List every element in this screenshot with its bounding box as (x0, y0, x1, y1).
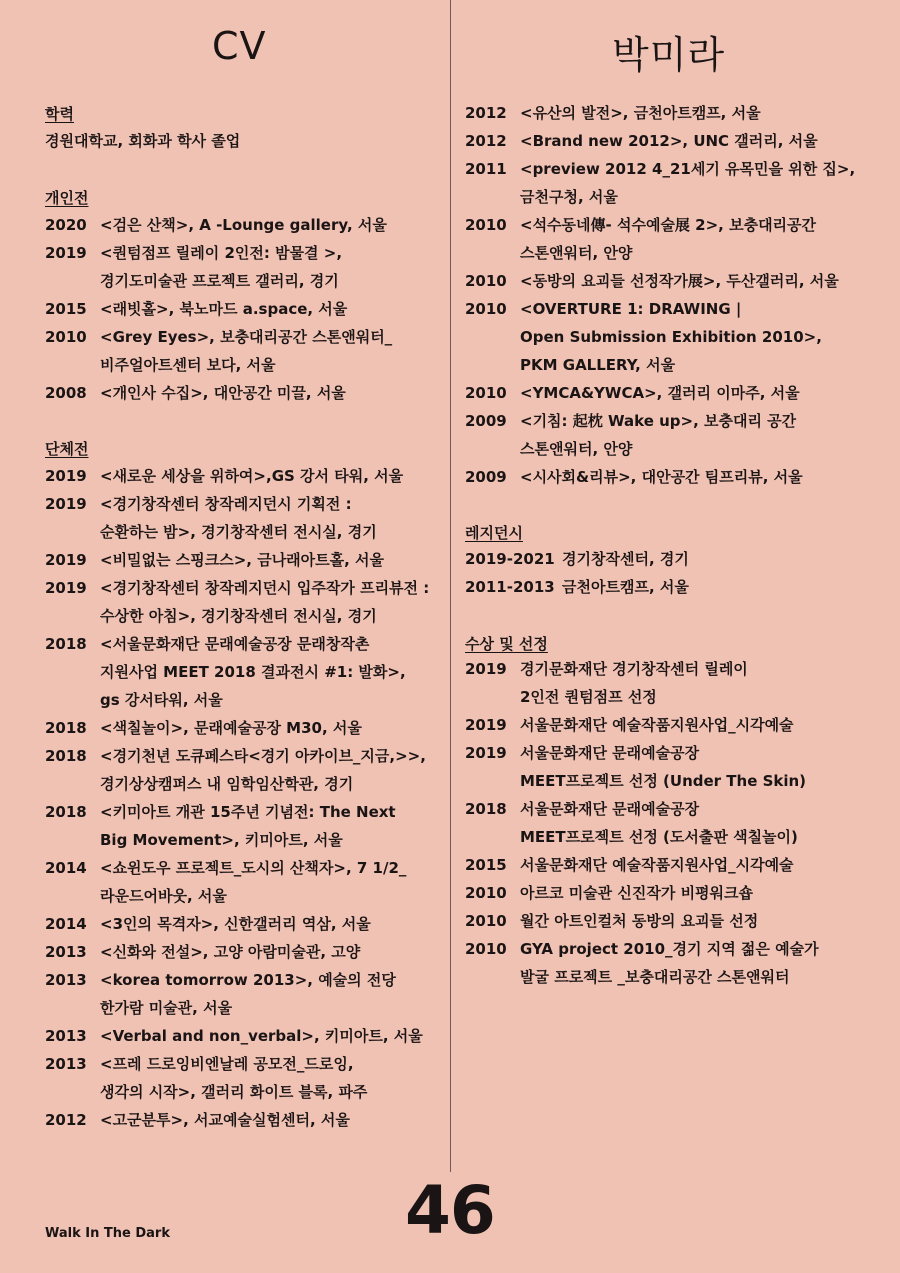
residency-line (465, 573, 689, 601)
group-entry-text: <경기창작센터 창작레지던시 기획전 : (100, 495, 352, 513)
group-entry-line (465, 267, 839, 295)
group-entry-year: 2009 (465, 468, 507, 486)
group-entry-line (465, 99, 761, 127)
group-entry-text: Open Submission Exhibition 2010>, (520, 328, 822, 346)
education-heading: 학력 (45, 105, 74, 123)
group-entry-text: <OVERTURE 1: DRAWING | (520, 300, 742, 318)
group-entry-text: <3인의 목격자>, 신한갤러리 역삼, 서울 (100, 915, 371, 933)
cv-title: CV (212, 24, 267, 68)
award-entry-text: GYA project 2010_경기 지역 젊은 예술가 (520, 940, 819, 958)
group-entry-year: 2018 (45, 719, 87, 737)
solo-entry-line (45, 351, 276, 379)
award-entry-text: 서울문화재단 문래예술공장 (520, 744, 700, 762)
education-text: 경원대학교, 회화과 학사 졸업 (45, 132, 241, 150)
solo-entry-year: 2015 (45, 300, 87, 318)
award-entry-line (465, 851, 794, 879)
award-entry-line (465, 935, 819, 963)
group-entry-line (45, 994, 232, 1022)
group-entry-line (45, 518, 377, 546)
award-entry-line (465, 711, 794, 739)
group-entry-year: 2013 (45, 1055, 87, 1073)
group-entry-text: <서울문화재단 문래예술공장 문래창작촌 (100, 635, 370, 653)
solo-entry-year: 2008 (45, 384, 87, 402)
solo-entry-line (45, 239, 342, 267)
award-entry-line (465, 879, 753, 907)
group-entry-text: <신화와 전설>, 고양 아람미술관, 고양 (100, 943, 361, 961)
group-entry-text: <고군분투>, 서교예술실험센터, 서울 (100, 1111, 350, 1129)
column-divider (450, 0, 451, 1172)
group-entry-line (45, 854, 406, 882)
group-entry-line (465, 155, 855, 183)
group-entry-line (45, 1050, 354, 1078)
residency-year: 2011-2013 (465, 578, 555, 596)
award-entry-year: 2010 (465, 884, 507, 902)
award-entry-line (465, 683, 657, 711)
group-entry-year: 2012 (45, 1111, 87, 1129)
solo-entry-year: 2010 (45, 328, 87, 346)
solo-entry-line (45, 379, 346, 407)
group-entry-line (465, 127, 818, 155)
group-entry-line (45, 910, 371, 938)
group-entry-line (45, 882, 227, 910)
group-entry-year: 2010 (465, 216, 507, 234)
group-entry-line (465, 239, 632, 267)
group-entry-year: 2019 (45, 495, 87, 513)
award-entry-year: 2019 (465, 716, 507, 734)
group-entry-year: 2010 (465, 300, 507, 318)
group-entry-text: 지원사업 MEET 2018 결과전시 #1: 발화>, (100, 663, 406, 681)
group-entry-line (45, 490, 352, 518)
group-entry-text: <Verbal and non_verbal>, 키미아트, 서울 (100, 1027, 423, 1045)
award-entry-line (465, 963, 790, 991)
award-entry-text: 서울문화재단 예술작품지원사업_시각예술 (520, 716, 794, 734)
award-entry-text: 경기문화재단 경기창작센터 릴레이 (520, 660, 748, 678)
group-entry-year: 2018 (45, 635, 87, 653)
group-entry-text: <경기창작센터 창작레지던시 입주작가 프리뷰전 : (100, 579, 430, 597)
award-entry-text: MEET프로젝트 선정 (Under The Skin) (520, 772, 807, 790)
residency-year: 2019-2021 (465, 550, 555, 568)
group-entry-text: 한가람 미술관, 서울 (100, 999, 233, 1017)
group-entry-line (465, 295, 741, 323)
group-entry-text: <preview 2012 4_21세기 유목민을 위한 집>, (520, 160, 856, 178)
award-entry-text: 서울문화재단 예술작품지원사업_시각예술 (520, 856, 794, 874)
group-entry-text: <새로운 세상을 위하여>,GS 강서 타워, 서울 (100, 467, 404, 485)
award-entry-year: 2010 (465, 940, 507, 958)
group-entry-line (465, 211, 816, 239)
group-entry-text: <동방의 요괴들 선정작가展>, 두산갤러리, 서울 (520, 272, 839, 290)
group-entry-line (465, 183, 618, 211)
group-entry-line (45, 798, 396, 826)
group-entry-text: 스톤앤워터, 안양 (520, 244, 633, 262)
solo-heading: 개인전 (45, 189, 89, 207)
group-entry-line (45, 1106, 350, 1134)
group-entry-line (45, 742, 426, 770)
award-entry-line (465, 767, 806, 795)
group-entry-text: gs 강서타워, 서울 (100, 691, 223, 709)
group-entry-line (45, 826, 343, 854)
artist-name-title: 박미라 (612, 33, 726, 77)
award-entry-line (465, 739, 699, 767)
group-entry-text: 순환하는 밤>, 경기창작센터 전시실, 경기 (100, 523, 377, 541)
group-entry-line (45, 630, 369, 658)
group-entry-line (45, 1078, 367, 1106)
group-entry-line (45, 602, 377, 630)
award-entry-text: 서울문화재단 문래예술공장 (520, 800, 700, 818)
group-entry-year: 2018 (45, 803, 87, 821)
award-entry-year: 2018 (465, 800, 507, 818)
solo-entry-line (45, 267, 339, 295)
group-entry-text: <유산의 발전>, 금천아트캠프, 서울 (520, 104, 761, 122)
group-entry-line (45, 966, 396, 994)
group-entry-year: 2013 (45, 943, 87, 961)
solo-entry-year: 2019 (45, 244, 87, 262)
award-entry-line (465, 823, 798, 851)
award-entry-line (465, 655, 748, 683)
group-entry-text: <기침: 起枕 Wake up>, 보충대리 공간 (520, 412, 797, 430)
group-entry-text: 금천구청, 서울 (520, 188, 618, 206)
group-entry-text: 라운드어바웃, 서울 (100, 887, 227, 905)
solo-entry-text: <퀀텀점프 릴레이 2인전: 밤물결 >, (100, 244, 343, 262)
group-entry-text: <프레 드로잉비엔날레 공모전_드로잉, (100, 1055, 354, 1073)
group-entry-line (45, 770, 353, 798)
group-entry-text: <석수동네傳- 석수예술展 2>, 보충대리공간 (520, 216, 817, 234)
group-entry-year: 2011 (465, 160, 507, 178)
solo-entry-text: 비주얼아트센터 보다, 서울 (100, 356, 276, 374)
solo-entry-text: <개인사 수집>, 대안공간 미끌, 서울 (100, 384, 346, 402)
award-entry-year: 2010 (465, 912, 507, 930)
group-entry-text: <비밀없는 스핑크스>, 금나래아트홀, 서울 (100, 551, 385, 569)
group-entry-line (45, 686, 223, 714)
group-entry-text: 생각의 시작>, 갤러리 화이트 블록, 파주 (100, 1083, 368, 1101)
solo-entry-line (45, 295, 347, 323)
group-entry-line (465, 379, 800, 407)
group-entry-text: 스톤앤워터, 안양 (520, 440, 633, 458)
award-entry-year: 2019 (465, 744, 507, 762)
award-entry-line (465, 907, 758, 935)
residency-text: 금천아트캠프, 서울 (562, 578, 689, 596)
group-entry-year: 2009 (465, 412, 507, 430)
group-entry-year: 2012 (465, 132, 507, 150)
residency-line (465, 545, 689, 573)
award-entry-text: 월간 아트인컬처 동방의 요괴들 선정 (520, 912, 759, 930)
solo-entry-line (45, 211, 387, 239)
award-entry-text: 아르코 미술관 신진작가 비평워크숍 (520, 884, 754, 902)
group-entry-year: 2018 (45, 747, 87, 765)
book-title: Walk In The Dark (45, 1226, 170, 1241)
solo-entry-year: 2020 (45, 216, 87, 234)
group-entry-year: 2013 (45, 1027, 87, 1045)
group-entry-text: <쇼윈도우 프로젝트_도시의 산책자>, 7 1/2_ (100, 859, 407, 877)
group-entry-text: <경기천년 도큐페스타<경기 아카이브_지금,>>, (100, 747, 426, 765)
residency-text: 경기창작센터, 경기 (562, 550, 689, 568)
group-entry-line (45, 1022, 423, 1050)
group-entry-text: 경기상상캠퍼스 내 임학임산학관, 경기 (100, 775, 354, 793)
group-entry-line (45, 574, 429, 602)
group-entry-year: 2019 (45, 579, 87, 597)
solo-entry-line (45, 323, 392, 351)
solo-entry-text: 경기도미술관 프로젝트 갤러리, 경기 (100, 272, 339, 290)
group-entry-line (465, 351, 675, 379)
award-entry-text: 2인전 퀀텀점프 선정 (520, 688, 657, 706)
award-entry-text: 발굴 프로젝트 _보충대리공간 스톤앤워터 (520, 968, 790, 986)
residency-heading: 레지던시 (465, 524, 523, 542)
group-entry-year: 2010 (465, 384, 507, 402)
group-entry-text: Big Movement>, 키미아트, 서울 (100, 831, 343, 849)
page-number: 46 (405, 1172, 495, 1249)
group-entry-line (45, 938, 360, 966)
group-entry-text: <YMCA&YWCA>, 갤러리 이마주, 서울 (520, 384, 800, 402)
award-entry-line (465, 795, 699, 823)
group-entry-year: 2010 (465, 272, 507, 290)
group-entry-text: PKM GALLERY, 서울 (520, 356, 676, 374)
group-entry-line (45, 546, 384, 574)
group-entry-line (45, 714, 362, 742)
group-entry-line (465, 323, 822, 351)
group-entry-text: <Brand new 2012>, UNC 갤러리, 서울 (520, 132, 818, 150)
group-entry-line (465, 407, 796, 435)
awards-heading: 수상 및 선정 (465, 635, 548, 653)
group-entry-text: 수상한 아침>, 경기창작센터 전시실, 경기 (100, 607, 377, 625)
group-entry-text: <korea tomorrow 2013>, 예술의 전당 (100, 971, 396, 989)
group-entry-year: 2019 (45, 551, 87, 569)
award-entry-year: 2019 (465, 660, 507, 678)
award-entry-text: MEET프로젝트 선정 (도서출판 색칠놀이) (520, 828, 798, 846)
group-entry-line (465, 463, 803, 491)
group-entry-line (45, 462, 403, 490)
group-entry-year: 2012 (465, 104, 507, 122)
group-entry-line (465, 435, 632, 463)
group-entry-text: <색칠놀이>, 문래예술공장 M30, 서울 (100, 719, 362, 737)
award-entry-year: 2015 (465, 856, 507, 874)
group-entry-year: 2013 (45, 971, 87, 989)
group-entry-year: 2019 (45, 467, 87, 485)
group-entry-year: 2014 (45, 915, 87, 933)
solo-entry-text: <래빗홀>, 북노마드 a.space, 서울 (100, 300, 348, 318)
solo-entry-text: <Grey Eyes>, 보충대리공간 스톤앤워터_ (100, 328, 393, 346)
group-heading: 단체전 (45, 440, 89, 458)
group-entry-text: <시사회&리뷰>, 대안공간 팀프리뷰, 서울 (520, 468, 803, 486)
group-entry-text: <키미아트 개관 15주년 기념전: The Next (100, 803, 396, 821)
group-entry-line (45, 658, 406, 686)
solo-entry-text: <검은 산책>, A -Lounge gallery, 서울 (100, 216, 387, 234)
group-entry-year: 2014 (45, 859, 87, 877)
